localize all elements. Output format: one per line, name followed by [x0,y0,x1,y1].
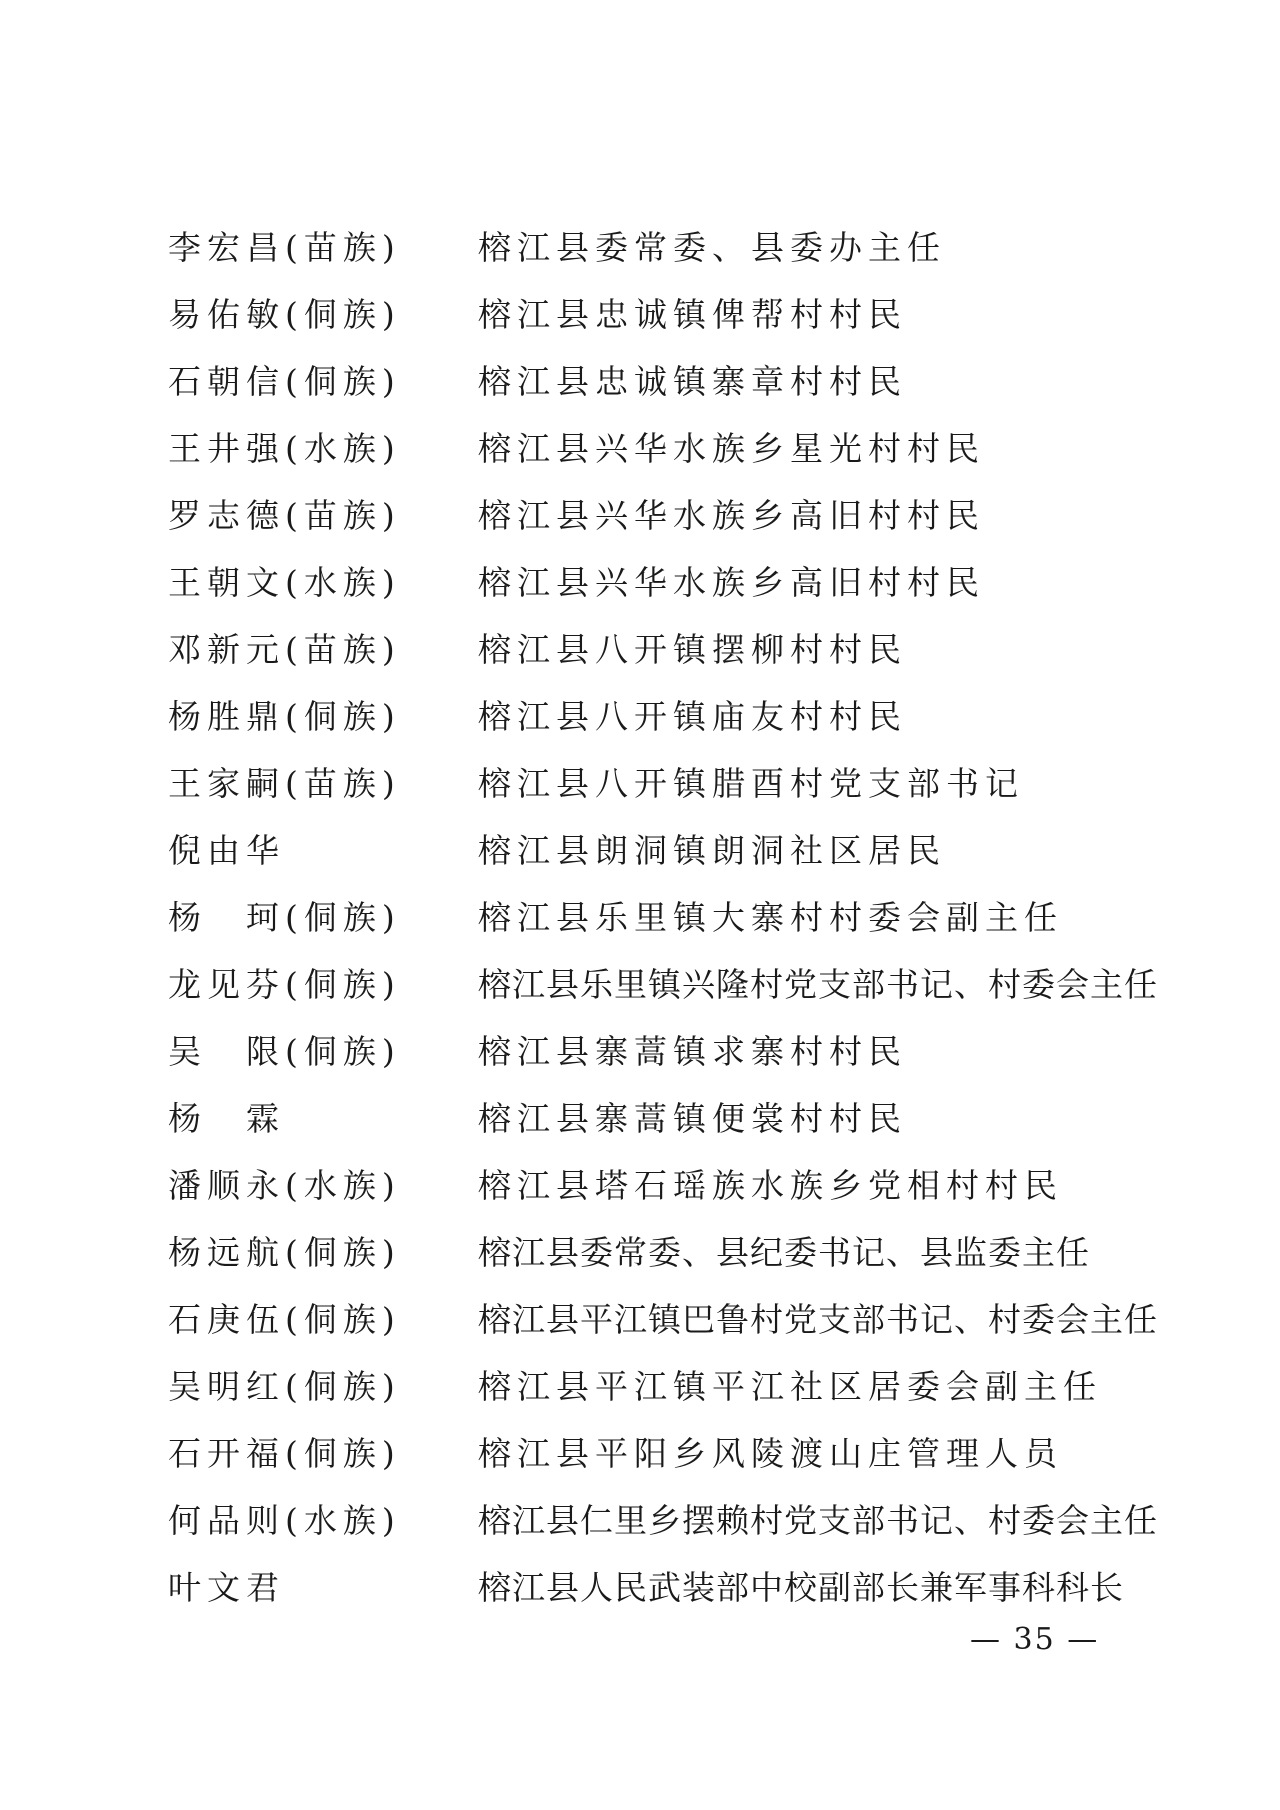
member-name: 石开福(侗族) [168,1434,401,1473]
member-name: 杨 珂(侗族) [168,898,401,937]
member-post: 榕江县委常委、县纪委书记、县监委主任 [478,1233,1090,1272]
roster-row [168,279,1148,346]
roster-row [168,748,1148,815]
roster-row [168,815,1148,882]
roster-row [168,949,1158,1016]
member-name: 王家嗣(苗族) [168,764,401,803]
member-post: 榕江县乐里镇大寨村村委会副主任 [478,898,1063,937]
roster-row [168,614,1148,681]
roster-row [168,1016,1148,1083]
member-post: 榕江县寨蒿镇求寨村村民 [478,1032,907,1071]
member-name: 何品则(水族) [168,1501,401,1540]
member-post: 榕江县兴华水族乡星光村村民 [478,429,985,468]
member-name: 王朝文(水族) [168,563,401,602]
member-post: 榕江县八开镇庙友村村民 [478,697,907,736]
member-name: 王井强(水族) [168,429,401,468]
roster-row [168,346,1148,413]
roster-row [168,1083,1148,1150]
member-name: 杨胜鼎(侗族) [168,697,401,736]
roster-row [168,1418,1148,1485]
member-name: 石朝信(侗族) [168,362,401,401]
roster-row [168,1485,1158,1552]
member-name: 吴明红(侗族) [168,1367,401,1406]
member-post: 榕江县寨蒿镇便裳村村民 [478,1099,907,1138]
member-name: 叶文君 [168,1568,285,1607]
member-name: 杨远航(侗族) [168,1233,401,1272]
member-name: 邓新元(苗族) [168,630,401,669]
roster-row [168,1351,1148,1418]
member-post: 榕江县兴华水族乡高旧村村民 [478,496,985,535]
member-name: 潘顺永(水族) [168,1166,401,1205]
roster-row [168,1217,1148,1284]
member-name: 杨 霖 [168,1099,285,1138]
member-post: 榕江县乐里镇兴隆村党支部书记、村委会主任 [478,965,1158,1004]
member-post: 榕江县平江镇平江社区居委会副主任 [478,1367,1102,1406]
member-post: 榕江县委常委、县委办主任 [478,228,946,267]
member-post: 榕江县朗洞镇朗洞社区居民 [478,831,946,870]
roster-row [168,547,1148,614]
roster-row [168,413,1148,480]
member-post: 榕江县仁里乡摆赖村党支部书记、村委会主任 [478,1501,1158,1540]
member-name: 罗志德(苗族) [168,496,401,535]
member-post: 榕江县人民武装部中校副部长兼军事科科长 [478,1568,1124,1607]
member-name: 易佑敏(侗族) [168,295,401,334]
roster-row [168,212,1148,279]
roster-row [168,1552,1148,1619]
member-post: 榕江县忠诚镇寨章村村民 [478,362,907,401]
member-name: 龙见芬(侗族) [168,965,401,1004]
roster-row [168,681,1148,748]
roster-row [168,882,1148,949]
member-name: 石庚伍(侗族) [168,1300,401,1339]
page-number: — 35 — [970,1622,1100,1657]
member-name: 倪由华 [168,831,285,870]
roster-row [168,1284,1158,1351]
member-post: 榕江县兴华水族乡高旧村村民 [478,563,985,602]
member-post: 榕江县平江镇巴鲁村党支部书记、村委会主任 [478,1300,1158,1339]
roster-row [168,480,1148,547]
roster-row [168,1150,1148,1217]
member-post: 榕江县塔石瑶族水族乡党相村村民 [478,1166,1063,1205]
member-post: 榕江县平阳乡风陵渡山庄管理人员 [478,1434,1063,1473]
member-post: 榕江县忠诚镇俾帮村村民 [478,295,907,334]
member-post: 榕江县八开镇摆柳村村民 [478,630,907,669]
member-post: 榕江县八开镇腊酉村党支部书记 [478,764,1024,803]
member-roster [168,212,1158,1619]
member-name: 李宏昌(苗族) [168,228,401,267]
member-name: 吴 限(侗族) [168,1032,401,1071]
